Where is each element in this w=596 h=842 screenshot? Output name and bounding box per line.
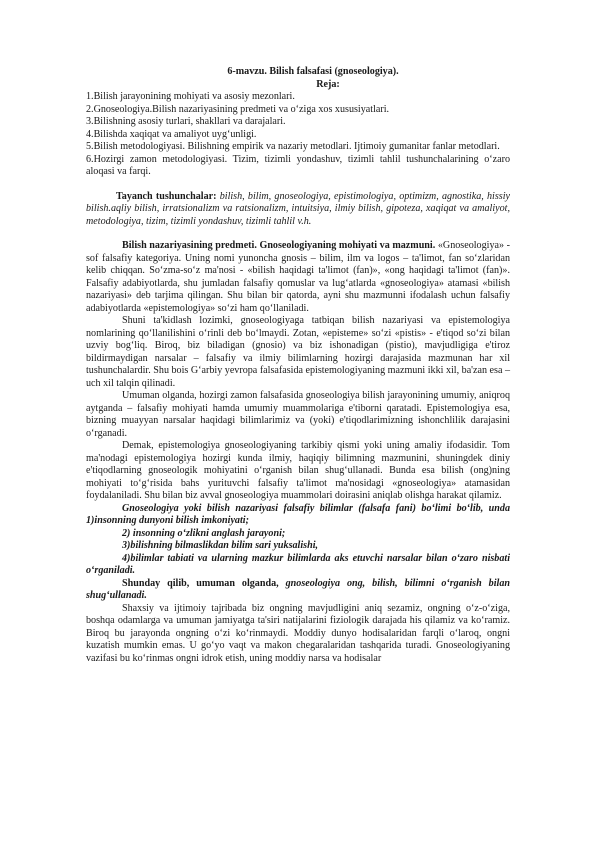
page-title: 6-mavzu. Bilish falsafasi (gnoseologiya). [227, 66, 399, 77]
paragraph-8: 4)bilimlar tabiati va ularning mazkur bilimlarda aks etuvchi narsalar bilan o‘zaro nisbati o‘rganiladi. [86, 552, 510, 576]
paragraph-5: Gnoseologiya yoki bilish nazariyasi falsafiy bilimlar (falsafa fani) bo‘limi bo‘lib, unda 1)insonning dunyoni bilish imkoniyati; [86, 502, 510, 526]
paragraph-10: Shaxsiy va ijtimoiy tajribada biz ongning mavjudligini aniq sezamiz, ongning o‘z-o‘ziga, boshqa odamlarga va umuman jamiyatga ta'siri natijalarini fiziologik darajada his qilamiz va ko‘ramiz. Biroq bu jarayonda ongning o‘zi ko‘rinmaydi. Moddiy dunyo hodisalaridan farqli o‘laroq, ongni kuzatish mumkin emas. U go‘yo vaqt va makon chegaralaridan tashqarida turadi. Gnoseologiyaning vazifasi bu ko‘rinmas ongni idrok etish, uning moddiy narsa va hodisalar [86, 602, 510, 664]
document-page [86, 66, 510, 665]
plan-list [86, 91, 510, 179]
plan-heading: Reja: [316, 78, 340, 90]
paragraph-9-bold: Shunday qilib, umuman olganda, [122, 577, 279, 589]
paragraph-9-bold-italic: gnoseologiya ong, bilish, bilimni o‘rganish bilan shug‘ullanadi. [86, 577, 510, 601]
plan-item-4: 4.Bilishda xaqiqat va amaliyot uyg‘unligi. [86, 128, 257, 140]
section-heading: Bilish nazariyasining predmeti. Gnoseologiyaning mohiyati va mazmuni. [122, 240, 436, 251]
keywords-label: Tayanch tushunchalar: [116, 190, 217, 202]
plan-item-2: 2.Gnoseologiya.Bilish nazariyasining predmeti va o‘ziga xos xususiyatlari. [86, 103, 390, 115]
plan-item-3: 3.Bilishning asosiy turlari, shakllari va darajalari. [86, 116, 286, 127]
plan-item-6: 6.Hozirgi zamon metodologiyasi. Tizim, tizimli yondashuv, tizimli tahlil tushunchalarining o‘zaro aloqasi va farqi. [86, 153, 510, 177]
keywords-paragraph [86, 191, 510, 229]
paragraph-9 [86, 578, 510, 603]
paragraph-2: Shuni ta'kidlash lozimki, gnoseologiyaga tatbiqan bilish nazariyasi va epistemologiya nomlarining qo‘llanilishini o‘rinli deb bo‘lmaydi. Zotan, «episteme» so‘zi «pistis» - e'tiqod so‘zi bilan uzviy bog‘liq. Biroq, biz biladigan (gnosio) va biz ishonadigan (pistio), mavjudligiga e'tiroz bildirmaydigan narsalar – falsafiy va ilmiy bilimlarning hozirgi darajasida mazmunan har xil tushunchalardir. Shu bois G‘arbiy yevropa falsafasida epistemologiyaning mazmuni ikki xil, ba'zan esa – uch xil talqin qilinadi. [86, 315, 510, 389]
paragraph-3: Umuman olganda, hozirgi zamon falsafasida gnoseologiya bilish jarayonining umumiy, aniqroq aytganda – falsafiy mohiyati hamda umumiy muammolariga e'tiborni qaratadi. Epistemologiya esa, bizning muayyan narsalar haqidagi bilimlarimiz va (yoki) e'tiqodlarimizning ishonchlilik darajasini o‘rganadi. [86, 390, 510, 439]
paragraph-1 [86, 240, 510, 315]
plan-item-1: 1.Bilish jarayonining mohiyati va asosiy mezonlari. [86, 91, 295, 102]
paragraph-4: Demak, epistemologiya gnoseologiyaning tarkibiy qismi yoki uning amaliy ifodasidir. Tom ma'nodagi epistemologiya hozirgi kunda ilmiy, haqiqiy bilimning mazmunini, shuningdek diniy e'tiqodlarning gnoseologik mohiyatini o‘rganish bilan shug‘ullanadi. Bunda esa bilish (ong)ning mohiyati to‘g‘risida bahs yurituvchi falsafiy ta'limot ma'nosidagi «gnoseologiya» atamasidan foydalaniladi. Shu bilan biz avval gnoseologiya muammolari doirasini aniqlab olishga harakat qilamiz. [86, 440, 510, 501]
plan-item-5: 5.Bilish metodologiyasi. Bilishning empirik va nazariy metodlari. Ijtimoiy gumanitar fanlar metodlari. [86, 141, 500, 152]
keywords-text: bilish, bilim, gnoseologiya, epistimologiya, optimizm, agnostika, hissiy bilish.aqliy bilish, irratsionalizm va ratsionalizm, intuitsiya, ilmiy bilish, gipoteza, xaqiqat va amaliyot, metodologiya, tizim, tizimli yondashuv, tizimli tahlil v.h. [86, 190, 510, 227]
paragraph-7: 3)bilishning bilmaslikdan bilim sari yuksalishi, [122, 540, 319, 551]
paragraph-6: 2) insonning o‘zlikni anglash jarayoni; [122, 527, 286, 539]
paragraph-1-text: «Gnoseologiya» - sof falsafiy kategoriya. Uning nomi yunoncha gnosis – bilim, ilm va logos – ta'limot, fan so‘zlaridan kelib chiqqan. So‘zma-so‘z ma'nosi - «bilish haqidagi ta'limot (fan)», «ong haqidagi ta'limot (fan)». Falsafiy adabiyotlarda, shu jumladan falsafiy qomuslar va lug‘atlarda «gnoseologiya» atamasi «bilish nazariyasi» deb tarjima qilingan. Shu bilan bir qatorda, ayni shu mazmunni ifodalash uchun falsafiy adabiyotlarda «epistemologiya» so‘zi ham qo‘llaniladi. [86, 240, 510, 314]
